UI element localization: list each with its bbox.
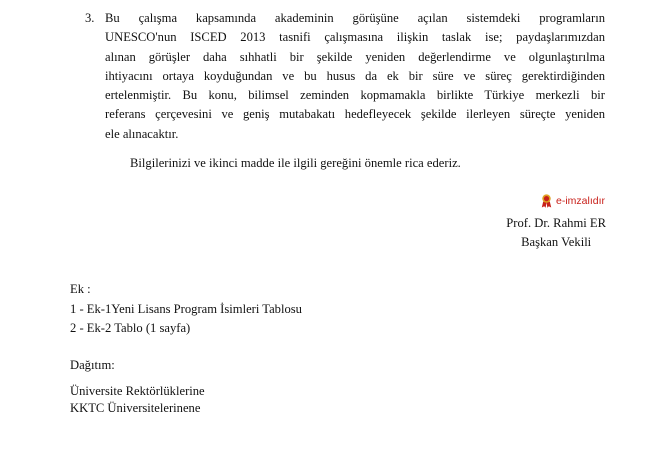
distribution-list — [70, 357, 205, 417]
ribbon-seal-icon — [541, 194, 552, 208]
paragraph-line: alınan görüşler daha sıhhatli bir şekilde yeniden değerlendirme ve olgunlaştırılma — [105, 49, 605, 64]
paragraph-text — [105, 9, 605, 144]
paragraph-line: referans çerçevesini ve geniş mutabakatı hedefleyecek şekilde ilerleyen süreçte yeniden — [105, 107, 605, 122]
e-signature-label: e-imzalıdır — [555, 195, 605, 207]
paragraph-number: 3. — [85, 11, 95, 25]
attachments-list — [70, 280, 302, 339]
signer-name: Prof. Dr. Rahmi ER — [506, 216, 606, 230]
closing-sentence: Bilgilerinizi ve ikinci madde ile ilgili gereğini önemle rica ederiz. — [130, 156, 461, 170]
attachment-item: 2 - Ek-2 Tablo (1 sayfa) — [70, 321, 191, 335]
paragraph-line: Bu çalışma kapsamında akademinin görüşüne açılan sistemdeki programların — [105, 11, 605, 25]
distribution-item: Üniversite Rektörlüklerine — [70, 384, 205, 398]
e-signature-badge — [541, 194, 605, 208]
numbered-paragraph — [85, 9, 605, 144]
attachment-item: 1 - Ek-1Yeni Lisans Program İsimleri Tablosu — [70, 301, 302, 316]
signer-title: Başkan Vekili — [521, 235, 592, 249]
distribution-item: KKTC Üniversitelerinene — [70, 401, 201, 415]
attachments-heading: Ek : — [70, 282, 91, 296]
paragraph-line: ihtiyacını ortaya koyduğundan ve bu husus da ek bir süre ve süreç gerektirdiğinden — [105, 68, 605, 83]
signer-block — [506, 214, 606, 252]
paragraph-line: ertelenmiştir. Bu konu, bilimsel zeminden kopmamakla birlikte Türkiye merkezli bir — [105, 88, 605, 103]
distribution-heading: Dağıtım: — [70, 358, 115, 372]
paragraph-line: UNESCO'nun ISCED 2013 tasnifi çalışmasına ilişkin taslak ise; paydaşlarımızdan — [105, 30, 605, 45]
paragraph-line: ele alınacaktır. — [105, 126, 179, 141]
